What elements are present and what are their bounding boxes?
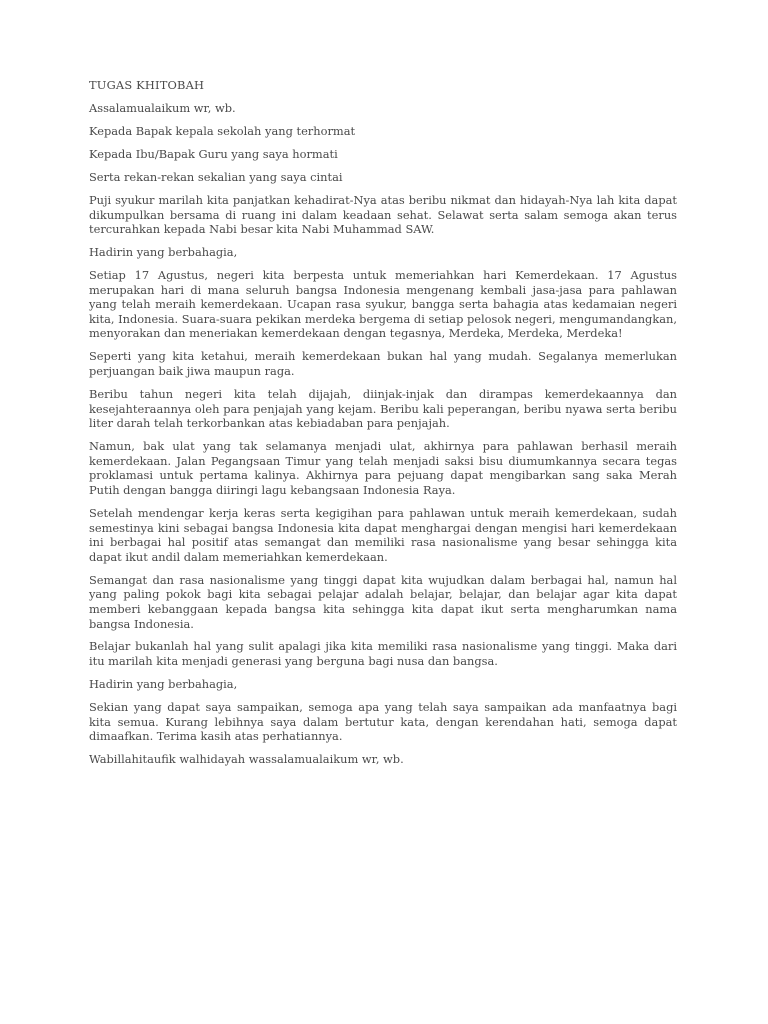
audience-address: Hadirin yang berbahagia, [89, 677, 238, 692]
body-paragraph: Beribu tahun negeri kita telah dijajah, diinjak-injak dan dirampas kemerdekaannya dan kesejahteraannya oleh para penjajah yang kejam. Beribu kali peperangan, beribu nyawa serta beribu liter darah telah terkorbankan atas kebiadaban para penjajah. [89, 387, 677, 431]
salutation-teachers: Kepada Ibu/Bapak Guru yang saya hormati [89, 146, 338, 161]
salutation-principal: Kepada Bapak kepala sekolah yang terhormat [89, 123, 356, 138]
closing-paragraph: Wabillahitaufik walhidayah wassalamualaikum wr, wb. [89, 752, 404, 767]
audience-address: Hadirin yang berbahagia, [89, 245, 238, 260]
salutation-friends: Serta rekan-rekan sekalian yang saya cintai [89, 169, 343, 184]
body-paragraph: Setelah mendengar kerja keras serta kegigihan para pahlawan untuk meraih kemerdekaan, sudah semestinya kini sebagai bangsa Indonesia kita dapat menghargai dengan mengisi hari kemerdekaan ini berbagai hal positif atas semangat dan memiliki rasa nasionalisme yang besar sehingga kita dapat ikut andil dalam memeriahkan kemerdekaan. [89, 505, 677, 564]
body-paragraph: Belajar bukanlah hal yang sulit apalagi jika kita memiliki rasa nasionalisme yang tinggi. Maka dari itu marilah kita menjadi generasi yang berguna bagi nusa dan bangsa. [89, 639, 677, 669]
body-paragraph: Sekian yang dapat saya sampaikan, semoga apa yang telah saya sampaikan ada manfaatnya bagi kita semua. Kurang lebihnya saya dalam bertutur kata, dengan kerendahan hati, semoga dapat dimaafkan. Terima kasih atas perhatiannya. [89, 700, 677, 744]
body-paragraph: Setiap 17 Agustus, negeri kita berpesta untuk memeriahkan hari Kemerdekaan. 17 Agustus merupakan hari di mana seluruh bangsa Indonesia mengenang kembali jasa-jasa para pahlawan yang telah meraih kemerdekaan. Ucapan rasa syukur, bangga serta bahagia atas kedamaian negeri kita, Indonesia. Suara-suara pekikan merdeka bergema di setiap pelosok negeri, mengumandangkan, menyorakan dan meneriakan kemerdekaan dengan tegasnya, Merdeka, Merdeka, Merdeka! [89, 268, 677, 341]
greeting-paragraph: Assalamualaikum wr, wb. [89, 100, 236, 115]
body-paragraph: Seperti yang kita ketahui, meraih kemerdekaan bukan hal yang mudah. Segalanya memerlukan perjuangan baik jiwa maupun raga. [89, 349, 677, 379]
document-title: TUGAS KHITOBAH [89, 78, 205, 92]
document-page [89, 78, 677, 775]
body-paragraph: Namun, bak ulat yang tak selamanya menjadi ulat, akhirnya para pahlawan berhasil meraih kemerdekaan. Jalan Pegangsaan Timur yang telah menjadi saksi bisu diumumkannya secara tegas proklamasi untuk pertama kalinya. Akhirnya para pejuang dapat mengibarkan sang saka Merah Putih dengan bangga diiringi lagu kebangsaan Indonesia Raya. [89, 439, 677, 497]
body-paragraph: Puji syukur marilah kita panjatkan kehadirat-Nya atas beribu nikmat dan hidayah-Nya lah kita dapat dikumpulkan bersama di ruang ini dalam keadaan sehat. Selawat serta salam semoga akan terus tercurahkan kepada Nabi besar kita Nabi Muhammad SAW. [89, 192, 677, 237]
body-paragraph: Semangat dan rasa nasionalisme yang tinggi dapat kita wujudkan dalam berbagai hal, namun hal yang paling pokok bagi kita sebagai pelajar adalah belajar, belajar, dan belajar agar kita dapat memberi kebanggaan kepada bangsa kita sehingga kita dapat ikut serta mengharumkan nama bangsa Indonesia. [89, 572, 677, 631]
